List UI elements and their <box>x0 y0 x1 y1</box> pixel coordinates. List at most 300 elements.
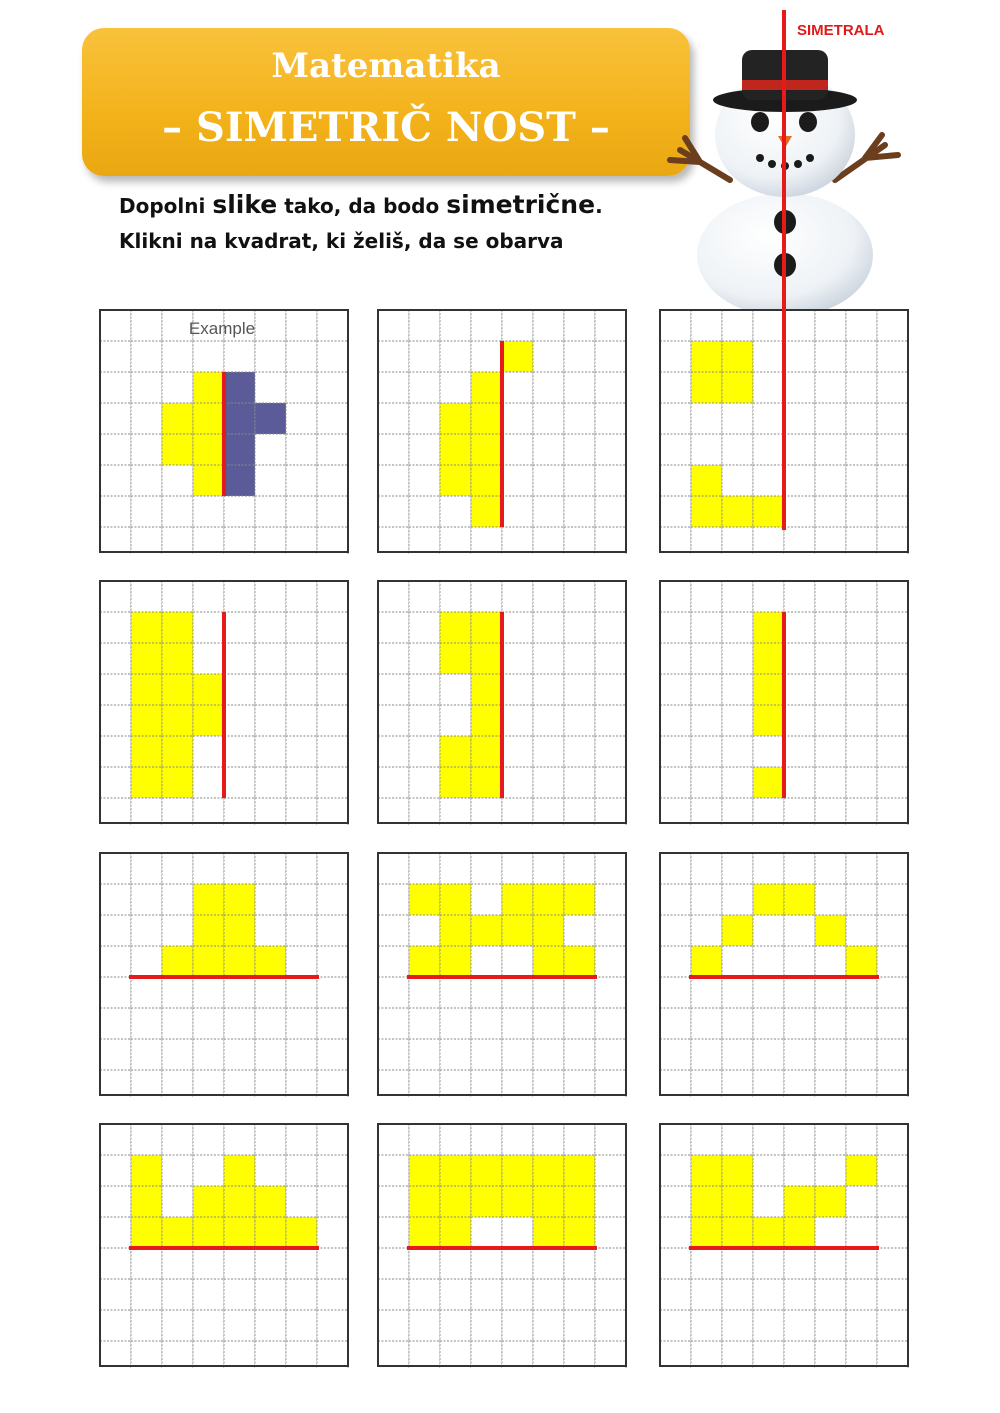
grid-cell[interactable] <box>255 1248 286 1279</box>
grid-cell[interactable] <box>564 736 595 767</box>
grid-cell[interactable] <box>846 1217 877 1248</box>
grid-cell[interactable] <box>722 767 753 798</box>
grid-cell[interactable] <box>440 643 471 674</box>
grid-cell[interactable] <box>877 1248 908 1279</box>
grid-cell[interactable] <box>502 1155 533 1186</box>
grid-cell[interactable] <box>784 1155 815 1186</box>
grid-cell[interactable] <box>193 798 224 825</box>
grid-cell[interactable] <box>286 798 317 825</box>
grid-cell[interactable] <box>753 1341 784 1368</box>
grid-cell[interactable] <box>660 1070 691 1097</box>
grid-cell[interactable] <box>660 465 691 496</box>
grid-cell[interactable] <box>131 853 162 884</box>
grid-cell[interactable] <box>224 1124 255 1155</box>
grid-cell[interactable] <box>722 736 753 767</box>
grid-cell[interactable] <box>533 310 564 341</box>
grid-cell[interactable] <box>846 884 877 915</box>
grid-cell[interactable] <box>660 1124 691 1155</box>
grid-cell[interactable] <box>846 977 877 1008</box>
grid-cell[interactable] <box>409 403 440 434</box>
grid-cell[interactable] <box>595 674 626 705</box>
grid-cell[interactable] <box>378 434 409 465</box>
grid-cell[interactable] <box>378 465 409 496</box>
grid-cell[interactable] <box>440 403 471 434</box>
grid-cell[interactable] <box>317 1310 348 1341</box>
grid-cell[interactable] <box>877 736 908 767</box>
grid-cell[interactable] <box>815 1186 846 1217</box>
grid-cell[interactable] <box>815 798 846 825</box>
grid-cell[interactable] <box>564 1310 595 1341</box>
grid-cell[interactable] <box>595 1155 626 1186</box>
grid-cell[interactable] <box>691 496 722 527</box>
grid-cell[interactable] <box>564 1124 595 1155</box>
grid-cell[interactable] <box>409 1279 440 1310</box>
grid-cell[interactable] <box>471 798 502 825</box>
grid-cell[interactable] <box>784 1124 815 1155</box>
grid-cell[interactable] <box>409 1124 440 1155</box>
grid-cell[interactable] <box>877 884 908 915</box>
grid-cell[interactable] <box>255 1039 286 1070</box>
grid-cell[interactable] <box>564 884 595 915</box>
grid-cell[interactable] <box>784 372 815 403</box>
grid-cell[interactable] <box>846 1124 877 1155</box>
grid-cell[interactable] <box>409 853 440 884</box>
grid-cell[interactable] <box>533 1039 564 1070</box>
grid-cell[interactable] <box>317 736 348 767</box>
grid-cell[interactable] <box>255 946 286 977</box>
grid-cell[interactable] <box>502 1217 533 1248</box>
grid-cell[interactable] <box>564 643 595 674</box>
grid-cell[interactable] <box>378 1186 409 1217</box>
grid-cell[interactable] <box>317 1155 348 1186</box>
grid-cell[interactable] <box>815 1279 846 1310</box>
grid-cell[interactable] <box>255 798 286 825</box>
grid-cell[interactable] <box>502 946 533 977</box>
grid-cell[interactable] <box>722 1248 753 1279</box>
grid-cell[interactable] <box>409 1039 440 1070</box>
grid-cell[interactable] <box>846 1248 877 1279</box>
grid-cell[interactable] <box>846 612 877 643</box>
grid-cell[interactable] <box>533 434 564 465</box>
grid-cell[interactable] <box>691 798 722 825</box>
grid-cell[interactable] <box>691 1186 722 1217</box>
grid-cell[interactable] <box>722 581 753 612</box>
grid-cell[interactable] <box>877 1217 908 1248</box>
grid-cell[interactable] <box>877 496 908 527</box>
grid-cell[interactable] <box>784 1341 815 1368</box>
grid-cell[interactable] <box>409 915 440 946</box>
grid-cell[interactable] <box>317 767 348 798</box>
grid-cell[interactable] <box>224 1217 255 1248</box>
grid-cell[interactable] <box>564 853 595 884</box>
grid-cell[interactable] <box>131 705 162 736</box>
grid-cell[interactable] <box>193 581 224 612</box>
grid-cell[interactable] <box>224 736 255 767</box>
grid-cell[interactable] <box>193 1155 224 1186</box>
grid-cell[interactable] <box>100 674 131 705</box>
grid-cell[interactable] <box>378 1310 409 1341</box>
grid-cell[interactable] <box>722 798 753 825</box>
grid-cell[interactable] <box>100 1008 131 1039</box>
grid-cell[interactable] <box>162 1008 193 1039</box>
grid-cell[interactable] <box>471 496 502 527</box>
grid-cell[interactable] <box>753 341 784 372</box>
grid-cell[interactable] <box>533 946 564 977</box>
grid-cell[interactable] <box>660 798 691 825</box>
grid-cell[interactable] <box>100 1155 131 1186</box>
grid-cell[interactable] <box>564 581 595 612</box>
grid-cell[interactable] <box>162 1279 193 1310</box>
grid-cell[interactable] <box>409 977 440 1008</box>
grid-cell[interactable] <box>533 798 564 825</box>
grid-cell[interactable] <box>877 1039 908 1070</box>
grid-cell[interactable] <box>815 527 846 554</box>
grid-cell[interactable] <box>722 853 753 884</box>
grid-cell[interactable] <box>815 1070 846 1097</box>
grid-cell[interactable] <box>286 736 317 767</box>
grid-cell[interactable] <box>193 915 224 946</box>
grid-cell[interactable] <box>162 581 193 612</box>
grid-cell[interactable] <box>502 496 533 527</box>
grid-cell[interactable] <box>846 1341 877 1368</box>
grid-cell[interactable] <box>691 1155 722 1186</box>
grid-cell[interactable] <box>660 1155 691 1186</box>
grid-cell[interactable] <box>660 1310 691 1341</box>
grid-cell[interactable] <box>286 1186 317 1217</box>
grid-cell[interactable] <box>877 1008 908 1039</box>
grid-cell[interactable] <box>815 977 846 1008</box>
grid-cell[interactable] <box>286 1248 317 1279</box>
grid-cell[interactable] <box>502 674 533 705</box>
grid-cell[interactable] <box>286 915 317 946</box>
grid-cell[interactable] <box>378 705 409 736</box>
grid-cell[interactable] <box>691 612 722 643</box>
grid-cell[interactable] <box>691 884 722 915</box>
grid-cell[interactable] <box>846 403 877 434</box>
grid-cell[interactable] <box>224 1341 255 1368</box>
grid-cell[interactable] <box>409 1217 440 1248</box>
grid-cell[interactable] <box>784 341 815 372</box>
grid-cell[interactable] <box>162 643 193 674</box>
grid-cell[interactable] <box>722 465 753 496</box>
grid-cell[interactable] <box>564 403 595 434</box>
grid-cell[interactable] <box>533 465 564 496</box>
grid-cell[interactable] <box>317 1341 348 1368</box>
grid-cell[interactable] <box>502 434 533 465</box>
grid-cell[interactable] <box>440 915 471 946</box>
grid-cell[interactable] <box>660 341 691 372</box>
grid-cell[interactable] <box>877 674 908 705</box>
grid-cell[interactable] <box>378 884 409 915</box>
grid-cell[interactable] <box>564 798 595 825</box>
grid-cell[interactable] <box>533 1248 564 1279</box>
grid-cell[interactable] <box>660 527 691 554</box>
grid-cell[interactable] <box>193 977 224 1008</box>
grid-cell[interactable] <box>471 1070 502 1097</box>
grid-cell[interactable] <box>471 946 502 977</box>
grid-cell[interactable] <box>846 527 877 554</box>
grid-cell[interactable] <box>162 1124 193 1155</box>
grid-cell[interactable] <box>162 1039 193 1070</box>
grid-cell[interactable] <box>660 372 691 403</box>
grid-cell[interactable] <box>317 705 348 736</box>
grid-cell[interactable] <box>877 527 908 554</box>
grid-cell[interactable] <box>815 674 846 705</box>
grid-cell[interactable] <box>131 977 162 1008</box>
grid-cell[interactable] <box>753 853 784 884</box>
grid-cell[interactable] <box>224 1248 255 1279</box>
grid-cell[interactable] <box>131 767 162 798</box>
grid-cell[interactable] <box>255 1217 286 1248</box>
grid-cell[interactable] <box>162 705 193 736</box>
grid-cell[interactable] <box>753 310 784 341</box>
grid-cell[interactable] <box>409 1008 440 1039</box>
grid-cell[interactable] <box>131 612 162 643</box>
grid-cell[interactable] <box>815 581 846 612</box>
grid-cell[interactable] <box>753 1124 784 1155</box>
grid-cell[interactable] <box>722 915 753 946</box>
grid-cell[interactable] <box>471 977 502 1008</box>
grid-cell[interactable] <box>255 1279 286 1310</box>
grid-cell[interactable] <box>595 465 626 496</box>
grid-cell[interactable] <box>660 1248 691 1279</box>
grid-cell[interactable] <box>471 736 502 767</box>
grid-cell[interactable] <box>409 372 440 403</box>
grid-cell[interactable] <box>193 767 224 798</box>
grid-cell[interactable] <box>753 643 784 674</box>
grid-cell[interactable] <box>162 736 193 767</box>
grid-cell[interactable] <box>753 465 784 496</box>
grid-cell[interactable] <box>660 767 691 798</box>
grid-cell[interactable] <box>533 1279 564 1310</box>
grid-cell[interactable] <box>286 643 317 674</box>
grid-cell[interactable] <box>784 465 815 496</box>
grid-cell[interactable] <box>100 1124 131 1155</box>
grid-cell[interactable] <box>378 372 409 403</box>
grid-cell[interactable] <box>691 767 722 798</box>
grid-cell[interactable] <box>846 1070 877 1097</box>
grid-cell[interactable] <box>877 403 908 434</box>
grid-cell[interactable] <box>471 1186 502 1217</box>
grid-cell[interactable] <box>409 465 440 496</box>
grid-cell[interactable] <box>224 977 255 1008</box>
grid-cell[interactable] <box>502 643 533 674</box>
grid-cell[interactable] <box>131 1248 162 1279</box>
grid-cell[interactable] <box>224 1310 255 1341</box>
grid-cell[interactable] <box>131 1279 162 1310</box>
grid-cell[interactable] <box>595 434 626 465</box>
grid-cell[interactable] <box>564 946 595 977</box>
grid-cell[interactable] <box>877 310 908 341</box>
grid-cell[interactable] <box>815 884 846 915</box>
grid-cell[interactable] <box>815 403 846 434</box>
grid-cell[interactable] <box>193 1341 224 1368</box>
grid-cell[interactable] <box>471 674 502 705</box>
grid-cell[interactable] <box>100 767 131 798</box>
grid-cell[interactable] <box>317 946 348 977</box>
grid-cell[interactable] <box>317 1070 348 1097</box>
grid-cell[interactable] <box>224 581 255 612</box>
grid-cell[interactable] <box>440 946 471 977</box>
grid-cell[interactable] <box>815 767 846 798</box>
grid-cell[interactable] <box>564 1279 595 1310</box>
grid-cell[interactable] <box>815 643 846 674</box>
grid-cell[interactable] <box>100 1248 131 1279</box>
grid-cell[interactable] <box>595 1008 626 1039</box>
grid-cell[interactable] <box>378 1124 409 1155</box>
grid-cell[interactable] <box>846 465 877 496</box>
grid-cell[interactable] <box>722 1186 753 1217</box>
grid-cell[interactable] <box>255 1186 286 1217</box>
grid-cell[interactable] <box>564 1341 595 1368</box>
grid-cell[interactable] <box>378 767 409 798</box>
grid-cell[interactable] <box>691 527 722 554</box>
grid-cell[interactable] <box>409 434 440 465</box>
grid-cell[interactable] <box>224 915 255 946</box>
grid-cell[interactable] <box>722 403 753 434</box>
grid-cell[interactable] <box>471 915 502 946</box>
grid-cell[interactable] <box>564 1155 595 1186</box>
grid-cell[interactable] <box>409 1248 440 1279</box>
grid-cell[interactable] <box>100 884 131 915</box>
grid-cell[interactable] <box>131 1310 162 1341</box>
grid-cell[interactable] <box>471 465 502 496</box>
grid-cell[interactable] <box>317 1039 348 1070</box>
grid-cell[interactable] <box>846 946 877 977</box>
grid-cell[interactable] <box>846 853 877 884</box>
grid-cell[interactable] <box>877 798 908 825</box>
grid-cell[interactable] <box>846 736 877 767</box>
grid-cell[interactable] <box>193 736 224 767</box>
grid-cell[interactable] <box>753 1310 784 1341</box>
grid-cell[interactable] <box>595 612 626 643</box>
grid-cell[interactable] <box>317 643 348 674</box>
grid-cell[interactable] <box>286 1124 317 1155</box>
grid-cell[interactable] <box>471 1341 502 1368</box>
grid-cell[interactable] <box>660 1039 691 1070</box>
grid-cell[interactable] <box>131 581 162 612</box>
grid-cell[interactable] <box>753 612 784 643</box>
grid-cell[interactable] <box>660 403 691 434</box>
grid-cell[interactable] <box>877 705 908 736</box>
grid-cell[interactable] <box>784 767 815 798</box>
grid-cell[interactable] <box>162 1186 193 1217</box>
grid-cell[interactable] <box>471 1039 502 1070</box>
grid-cell[interactable] <box>471 1279 502 1310</box>
grid-cell[interactable] <box>564 1008 595 1039</box>
grid-cell[interactable] <box>691 1008 722 1039</box>
grid-cell[interactable] <box>100 946 131 977</box>
grid-cell[interactable] <box>595 496 626 527</box>
grid-cell[interactable] <box>753 527 784 554</box>
grid-cell[interactable] <box>691 372 722 403</box>
grid-cell[interactable] <box>502 372 533 403</box>
grid-cell[interactable] <box>691 434 722 465</box>
grid-cell[interactable] <box>846 434 877 465</box>
grid-cell[interactable] <box>255 643 286 674</box>
grid-cell[interactable] <box>286 1039 317 1070</box>
grid-cell[interactable] <box>502 1279 533 1310</box>
grid-cell[interactable] <box>722 1155 753 1186</box>
grid-cell[interactable] <box>255 853 286 884</box>
grid-cell[interactable] <box>193 1310 224 1341</box>
grid-cell[interactable] <box>100 1310 131 1341</box>
grid-cell[interactable] <box>224 705 255 736</box>
grid-cell[interactable] <box>564 612 595 643</box>
grid-cell[interactable] <box>440 674 471 705</box>
grid-cell[interactable] <box>877 767 908 798</box>
grid-cell[interactable] <box>815 1124 846 1155</box>
grid-cell[interactable] <box>784 1186 815 1217</box>
grid-cell[interactable] <box>784 403 815 434</box>
grid-cell[interactable] <box>100 1186 131 1217</box>
grid-cell[interactable] <box>595 527 626 554</box>
grid-cell[interactable] <box>784 581 815 612</box>
grid-cell[interactable] <box>471 853 502 884</box>
grid-cell[interactable] <box>440 853 471 884</box>
grid-cell[interactable] <box>131 1217 162 1248</box>
grid-cell[interactable] <box>595 1248 626 1279</box>
grid-cell[interactable] <box>533 341 564 372</box>
grid-cell[interactable] <box>595 403 626 434</box>
grid-cell[interactable] <box>502 341 533 372</box>
grid-cell[interactable] <box>378 1155 409 1186</box>
grid-cell[interactable] <box>193 705 224 736</box>
grid-cell[interactable] <box>471 1008 502 1039</box>
grid-cell[interactable] <box>502 915 533 946</box>
grid-cell[interactable] <box>378 853 409 884</box>
grid-cell[interactable] <box>224 674 255 705</box>
grid-cell[interactable] <box>722 946 753 977</box>
grid-cell[interactable] <box>660 705 691 736</box>
grid-cell[interactable] <box>162 674 193 705</box>
grid-cell[interactable] <box>255 915 286 946</box>
grid-cell[interactable] <box>255 705 286 736</box>
grid-cell[interactable] <box>471 341 502 372</box>
grid-cell[interactable] <box>471 1124 502 1155</box>
grid-cell[interactable] <box>193 1279 224 1310</box>
grid-cell[interactable] <box>162 612 193 643</box>
grid-cell[interactable] <box>286 1341 317 1368</box>
grid-cell[interactable] <box>753 372 784 403</box>
grid-cell[interactable] <box>784 1217 815 1248</box>
grid-cell[interactable] <box>753 977 784 1008</box>
grid-cell[interactable] <box>691 310 722 341</box>
grid-cell[interactable] <box>193 674 224 705</box>
grid-cell[interactable] <box>595 1341 626 1368</box>
grid-cell[interactable] <box>440 1248 471 1279</box>
grid-cell[interactable] <box>224 946 255 977</box>
grid-cell[interactable] <box>564 1248 595 1279</box>
grid-cell[interactable] <box>533 612 564 643</box>
grid-cell[interactable] <box>440 977 471 1008</box>
grid-cell[interactable] <box>753 767 784 798</box>
grid-cell[interactable] <box>409 705 440 736</box>
grid-cell[interactable] <box>815 465 846 496</box>
grid-cell[interactable] <box>753 403 784 434</box>
grid-cell[interactable] <box>722 884 753 915</box>
grid-cell[interactable] <box>846 310 877 341</box>
grid-cell[interactable] <box>722 1008 753 1039</box>
grid-cell[interactable] <box>162 1310 193 1341</box>
grid-cell[interactable] <box>564 527 595 554</box>
grid-cell[interactable] <box>722 434 753 465</box>
grid-cell[interactable] <box>502 1310 533 1341</box>
grid-cell[interactable] <box>317 853 348 884</box>
grid-cell[interactable] <box>255 1155 286 1186</box>
grid-cell[interactable] <box>564 310 595 341</box>
grid-cell[interactable] <box>471 884 502 915</box>
